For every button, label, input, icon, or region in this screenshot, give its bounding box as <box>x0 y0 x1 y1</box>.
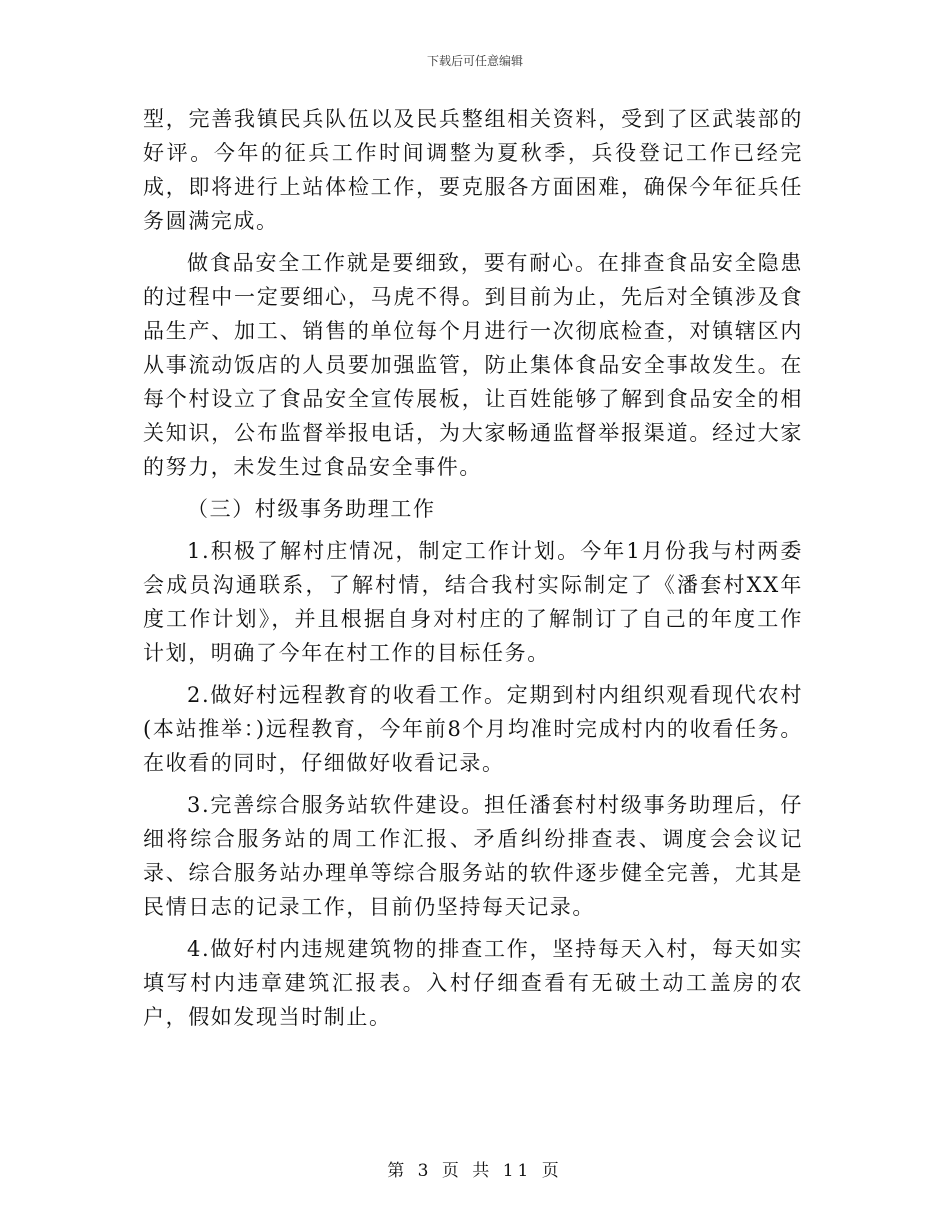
paragraph-food-safety: 做食品安全工作就是要细致，要有耐心。在排查食品安全隐患的过程中一定要细心，马虎不得。到目前为止，先后对全镇涉及食品生产、加工、销售的单位每个月进行一次彻底检查，对镇辖区内从事流动饭店的人员要加强监管，防止集体食品安全事故发生。在每个村设立了食品安全宣传展板，让百姓能够了解到食品安全的相关知识，公布监督举报电话，为大家畅通监督举报渠道。经过大家的努力，未发生过食品安全事件。 <box>143 251 803 479</box>
paragraph-item-3: 3.完善综合服务站软件建设。担任潘套村村级事务助理后，仔细将综合服务站的周工作汇报、矛盾纠纷排查表、调度会会议记录、综合服务站办理单等综合服务站的软件逐步健全完善，尤其是民情日志的记录工作，目前仍坚持每天记录。 <box>143 793 803 919</box>
section-heading-village-affairs: （三）村级事务助理工作 <box>187 497 436 521</box>
page-footer: 第 3 页 共 11 页 <box>387 1161 563 1181</box>
page-header: 下载后可任意编辑 <box>426 54 523 68</box>
document-body <box>143 102 803 1034</box>
paragraph-item-4: 4.做好村内违规建筑物的排查工作，坚持每天入村，每天如实填写村内违章建筑汇报表。入村仔细查看有无破土动工盖房的农户，假如发现当时制止。 <box>143 937 803 1029</box>
paragraph-continuation: 型，完善我镇民兵队伍以及民兵整组相关资料，受到了区武装部的好评。今年的征兵工作时间调整为夏秋季，兵役登记工作已经完成，即将进行上站体检工作，要克服各方面困难，确保今年征兵任务圆满完成。 <box>143 107 803 233</box>
paragraph-item-1: 1.积极了解村庄情况，制定工作计划。今年1月份我与村两委会成员沟通联系，了解村情，结合我村实际制定了《潘套村XX年度工作计划》，并且根据自身对村庄的了解制订了自己的年度工作计划，明确了今年在村工作的目标任务。 <box>143 539 803 665</box>
paragraph-item-2: 2.做好村远程教育的收看工作。定期到村内组织观看现代农村(本站推举：)远程教育，今年前8个月均准时完成村内的收看任务。在收看的同时，仔细做好收看记录。 <box>143 683 803 775</box>
